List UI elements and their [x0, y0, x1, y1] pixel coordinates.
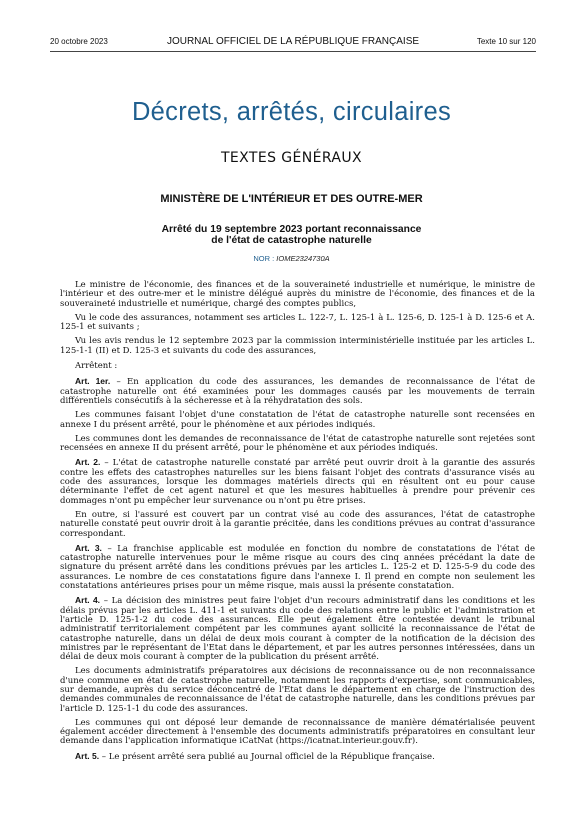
ministry-heading: MINISTÈRE DE L'INTÉRIEUR ET DES OUTRE-MER — [160, 193, 423, 205]
article-text: – La franchise applicable est modulée en fonction du nombre de constatations de l'état de catastrophe naturelle intervenues pour le même risque au cours des cinq années précédant la date de signature du présent arrêté dans les conditions prévues par les articles L. 125-2 et D. 125-5-9 du code des assurances. Le nombre de ces constatations figure dans l'annexe I. Il prend en compte non seulement les constatations antérieures prises pour un même risque, mais aussi la présente constatation. — [60, 543, 535, 592]
article-4-label: Art. 4. — [75, 595, 101, 606]
article-text: – La décision des ministres peut faire l'objet d'un recours administratif dans les conditions et les délais prévus par les articles L. 411-1 et suivants du code des relations entre le public et l'administration et l'article D. 125-1-2 du code des assurances. Elle peut également être contestée devant le tribunal administratif territorialement compétent par les communes ayant sollicité la reconnaissance de l'état de catastrophe naturelle, dans un délai de deux mois courant à compter de la notification de la décision des ministres par le représentant de l'Etat dans le département, et par les autres personnes intéressées, dans un délai de deux mois courant à compter de la publication du présent arrêté. — [60, 596, 536, 663]
decree-title-line-2: de l'état de catastrophe naturelle — [211, 235, 372, 246]
header-rule — [50, 51, 536, 52]
page-header — [50, 37, 536, 49]
article-text: – En application du code des assurances, les demandes de reconnaissance de l'état de catastrophe naturelle ont été examinées pour les dommages causés par les mouvements de terrain différentiels consécutifs à la sécheresse et à la réhydratation des sols. — [60, 377, 536, 406]
article-4-paragraph: Les documents administratifs préparatoires aux décisions de reconnaissance ou de non reconnaissance d'une commune en état de catastrophe naturelle, notamment les rapports d'expertise, sont communicables, sur demande, auprès du service déconcentré de l'Etat dans le département en charge de l'instruction des demandes communales de reconnaissance de l'état de catastrophe naturelle, dans les conditions prévues par l'article D. 125-1-1 du code des assurances. — [60, 666, 535, 714]
decree-body — [60, 281, 535, 767]
article-3-paragraph — [60, 544, 535, 591]
article-5-label: Art. 5. — [75, 750, 100, 761]
nor-value: IOME2324730A — [276, 254, 330, 263]
article-text: – Le présent arrêté sera publié au Journal officiel de la République française. — [101, 751, 435, 762]
article-2-label: Art. 2. — [75, 457, 101, 468]
journal-name: JOURNAL OFFICIEL DE LA RÉPUBLIQUE FRANÇAISE — [166, 36, 420, 47]
article-4-paragraph — [60, 596, 535, 662]
article-3-label: Art. 3. — [75, 542, 102, 553]
decree-title — [0, 224, 583, 246]
nor-reference — [0, 254, 583, 263]
article-1-paragraph: Les communes dont les demandes de reconnaissance de l'état de catastrophe naturelle sont rejetées sont recensées en annexe II du présent arrêté, pour le phénomène et aux périodes indiqués. — [60, 433, 535, 454]
article-text: – L'état de catastrophe naturelle constaté par arrêté peut ouvrir droit à la garantie des assurés contre les effets des catastrophes naturelles sur les biens faisant l'objet des contrats d'assurance visés au code des assurances, lorsque les dommages matériels directs qui en résultent ont eu pour cause déterminante l'effet de cet agent naturel et que les mesures habituelles à prendre pour prévenir ces dommages n'ont pu empêcher leur survenance ou n'ont pu être prises. — [60, 458, 536, 506]
nor-label: NOR : — [253, 254, 275, 263]
section-title: Décrets, arrêtés, circulaires — [131, 98, 452, 126]
article-2-paragraph — [60, 458, 535, 505]
article-1-label: Art. 1er. — [75, 376, 111, 387]
page-counter: Texte 10 sur 120 — [476, 37, 536, 46]
article-1-paragraph: Les communes faisant l'objet d'une constatation de l'état de catastrophe naturelle sont recensées en annexe I du présent arrêté, pour le phénomène et aux périodes indiqués. — [60, 410, 535, 430]
arrete-label: Arrêtent : — [75, 361, 118, 372]
article-4-paragraph: Les communes qui ont déposé leur demande de reconnaissance de manière dématérialisée peuvent également accéder directement à l'ensemble des documents administratifs préparatoires en consultant leur demande dans l'application informatique iCatNat (https://icatnat.interieur.gouv.fr). — [60, 717, 535, 747]
header-date: 20 octobre 2023 — [50, 37, 108, 46]
preamble-paragraph: Vu les avis rendus le 12 septembre 2023 par la commission interministérielle instituée par les articles L. 125-1-1 (II) et D. 125-3 et suivants du code des assurances, — [60, 336, 535, 356]
decree-title-line-1: Arrêté du 19 septembre 2023 portant reconnaissance — [161, 224, 422, 235]
subsection-title: TEXTES GÉNÉRAUX — [220, 150, 363, 166]
article-1-paragraph — [60, 377, 535, 406]
article-2-paragraph: En outre, si l'assuré est couvert par un contrat visé au code des assurances, l'état de catastrophe naturelle constaté peut ouvrir droit à la garantie précitée, dans les conditions prévues au contrat d'assurance correspondant. — [60, 509, 535, 539]
preamble-paragraph: Le ministre de l'économie, des finances et de la souveraineté industrielle et numérique, le ministre de l'intérieur et des outre-mer et le ministre délégué auprès du ministre de l'économie, des finances et de la souveraineté industrielle et numérique, chargé des comptes publics, — [60, 280, 535, 309]
preamble-paragraph: Vu le code des assurances, notamment ses articles L. 122-7, L. 125-1 à L. 125-6, D. 125-1 à D. 125-6 et A. 125-1 et suivants ; — [60, 312, 535, 333]
article-5-paragraph — [60, 752, 535, 762]
